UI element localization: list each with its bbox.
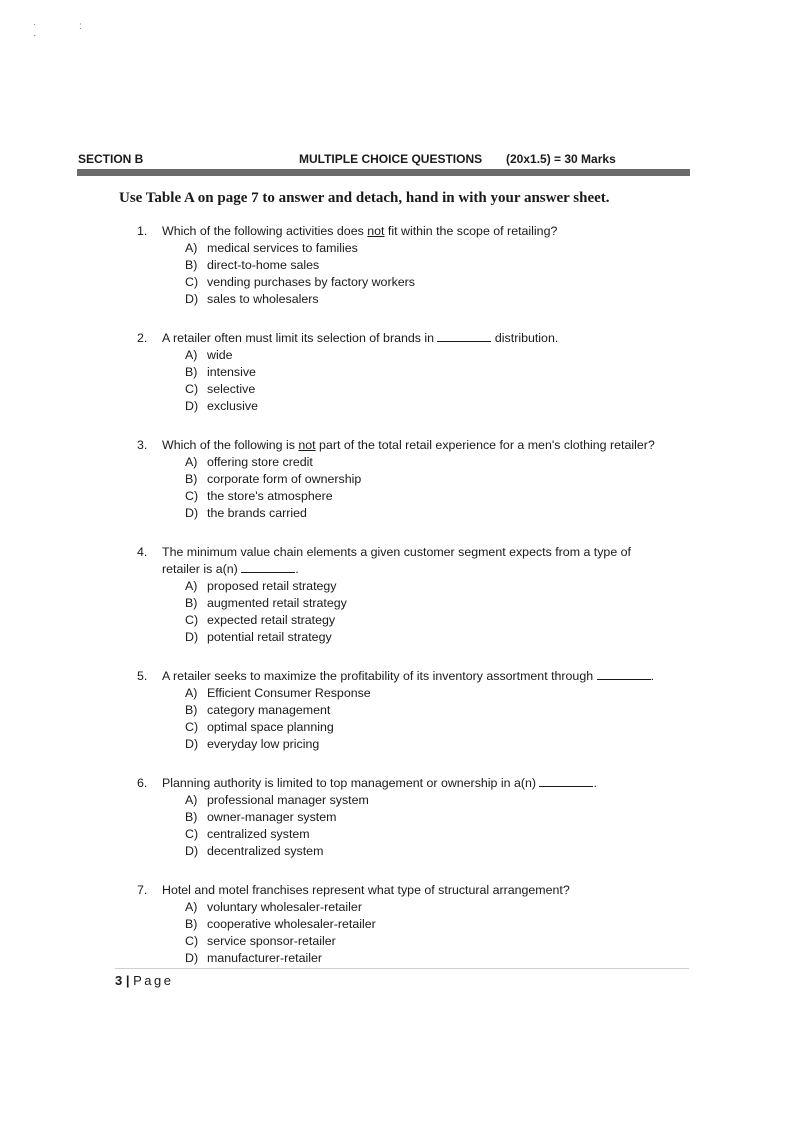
emphasis-underline: not [367,224,385,238]
question-item [137,775,697,860]
question-number: 2. [137,331,148,345]
question-item [137,882,697,967]
marks-label: (20x1.5) = 30 Marks [506,152,616,166]
answer-option: B) category management [185,703,331,717]
answer-option: B) intensive [185,365,256,379]
answer-option: C) the store's atmosphere [185,489,333,503]
page-separator: | [125,973,130,988]
header-divider-bar [77,169,690,176]
question-number: 6. [137,776,148,790]
option-list [137,347,697,415]
option-list [137,792,697,860]
answer-option: C) optimal space planning [185,720,334,734]
answer-option: B) direct-to-home sales [185,258,320,272]
question-text: A retailer seeks to maximize the profitability of its inventory assortment through . [162,669,655,683]
question-item [137,330,697,415]
answer-option: C) service sponsor-retailer [185,934,336,948]
option-list [137,240,697,308]
answer-option: C) selective [185,382,256,396]
answer-option: D) exclusive [185,399,258,413]
question-text: The minimum value chain elements a given customer segment expects from a type of retailer is a(n) . [162,545,631,576]
answer-option: B) cooperative wholesaler-retailer [185,917,376,931]
question-number: 1. [137,224,148,238]
answer-blank [597,668,651,680]
answer-option: C) vending purchases by factory workers [185,275,415,289]
answer-option: A) offering store credit [185,455,313,469]
option-list [137,685,697,753]
footer-divider [115,968,689,969]
scan-speck: : [79,21,82,32]
question-number: 4. [137,545,148,559]
question-item [137,437,697,522]
page-label: Page [133,973,174,988]
answer-option: A) wide [185,348,233,362]
question-text: Which of the following is not part of the total retail experience for a men's clothing retailer? [162,438,655,452]
section-title: MULTIPLE CHOICE QUESTIONS [299,152,483,166]
answer-option: D) potential retail strategy [185,630,332,644]
answer-option: A) Efficient Consumer Response [185,686,371,700]
answer-option: A) professional manager system [185,793,369,807]
answer-blank [437,330,491,342]
question-text: Which of the following activities does not fit within the scope of retailing? [162,224,558,238]
option-list [137,454,697,522]
answer-blank [241,561,295,573]
page-number: 3 [115,973,123,988]
question-text: A retailer often must limit its selection of brands in distribution. [162,331,559,345]
answer-option: C) expected retail strategy [185,613,336,627]
emphasis-underline: not [298,438,316,452]
answer-option: D) everyday low pricing [185,737,320,751]
question-text: Planning authority is limited to top management or ownership in a(n) . [162,776,597,790]
question-item [137,544,697,646]
answer-blank [539,775,593,787]
option-list [137,578,697,646]
answer-option: D) decentralized system [185,844,324,858]
section-header [78,152,690,168]
answer-option: A) proposed retail strategy [185,579,337,593]
answer-option: A) voluntary wholesaler-retailer [185,900,362,914]
section-label: SECTION B [78,152,144,166]
question-number: 3. [137,438,148,452]
option-list [137,899,697,967]
question-item [137,223,697,308]
answer-option: B) corporate form of ownership [185,472,362,486]
question-number: 5. [137,669,148,683]
question-number: 7. [137,883,148,897]
answer-option: D) sales to wholesalers [185,292,319,306]
page-footer [115,973,174,988]
instruction-text: Use Table A on page 7 to answer and detach, hand in with your answer sheet. [119,190,610,206]
question-item [137,668,697,753]
answer-option: D) the brands carried [185,506,307,520]
scan-speck: · [33,30,37,41]
answer-option: D) manufacturer-retailer [185,951,323,965]
answer-option: A) medical services to families [185,241,358,255]
question-text: Hotel and motel franchises represent what type of structural arrangement? [162,883,570,897]
scan-speck: · [33,19,37,30]
answer-option: B) owner-manager system [185,810,337,824]
answer-option: B) augmented retail strategy [185,596,347,610]
question-list [137,223,697,989]
answer-option: C) centralized system [185,827,310,841]
